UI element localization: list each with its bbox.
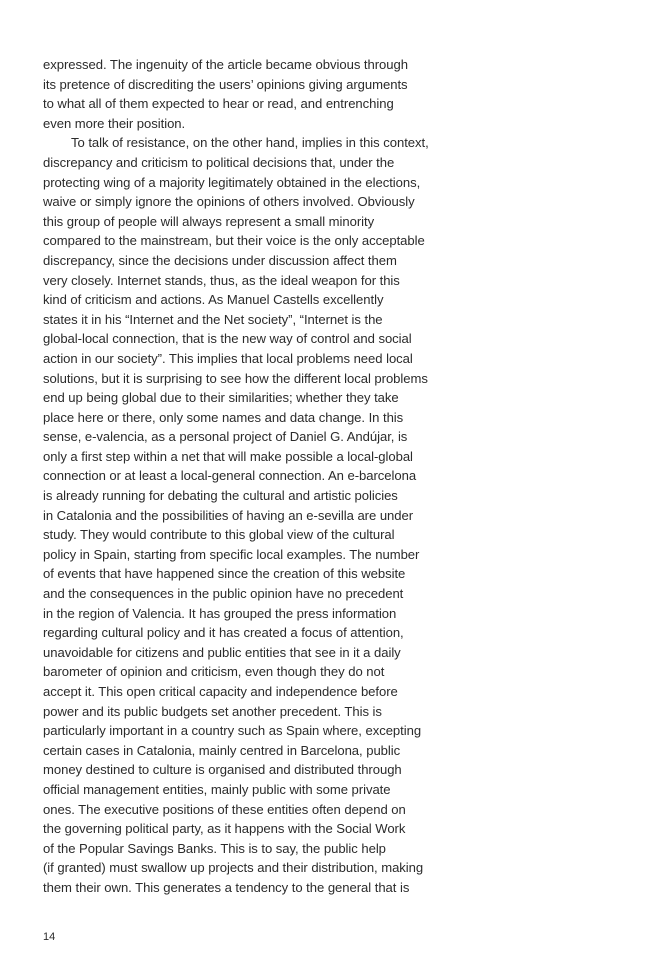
text-line: money destined to culture is organised and distributed through bbox=[43, 762, 402, 778]
text-line: solutions, but it is surprising to see how the different local problems bbox=[43, 370, 428, 386]
text-line: place here or there, only some names and data change. In this bbox=[43, 409, 404, 425]
text-line: waive or simply ignore the opinions of others involved. Obviously bbox=[43, 194, 415, 210]
text-line: end up being global due to their similarities; whether they take bbox=[43, 390, 399, 406]
text-line: global-local connection, that is the new way of control and social bbox=[43, 331, 412, 347]
text-line: connection or at least a local-general connection. An e-barcelona bbox=[43, 468, 417, 484]
text-line: of the Popular Savings Banks. This is to say, the public help bbox=[43, 840, 386, 856]
text-line: and the consequences in the public opinion have no precedent bbox=[43, 586, 404, 602]
text-line: ones. The executive positions of these entities often depend on bbox=[43, 801, 406, 817]
text-line: to what all of them expected to hear or read, and entrenching bbox=[43, 96, 394, 112]
text-line: barometer of opinion and criticism, even though they do not bbox=[43, 664, 385, 680]
text-line: compared to the mainstream, but their voice is the only acceptable bbox=[43, 233, 425, 249]
text-line: this group of people will always represent a small minority bbox=[43, 213, 375, 229]
text-line: expressed. The ingenuity of the article became obvious through bbox=[43, 57, 408, 72]
text-line: unavoidable for citizens and public entities that see in it a daily bbox=[43, 644, 401, 660]
page-number: 14 bbox=[43, 931, 56, 943]
text-line: very closely. Internet stands, thus, as the ideal weapon for this bbox=[43, 272, 400, 288]
text-line: accept it. This open critical capacity and independence before bbox=[43, 684, 398, 699]
paragraph bbox=[43, 133, 443, 897]
text-line: policy in Spain, starting from specific local examples. The number bbox=[43, 546, 420, 562]
text-line: certain cases in Catalonia, mainly centred in Barcelona, public bbox=[43, 742, 401, 758]
text-line: power and its public budgets set another precedent. This is bbox=[43, 703, 382, 719]
text-line: its pretence of discrediting the users’ opinions giving arguments bbox=[43, 76, 408, 92]
text-line: in Catalonia and the possibilities of having an e-sevilla are under bbox=[43, 507, 414, 523]
text-line: states it in his “Internet and the Net society”, “Internet is the bbox=[43, 311, 383, 327]
text-line: regarding cultural policy and it has created a focus of attention, bbox=[43, 625, 404, 641]
text-line: of events that have happened since the creation of this website bbox=[43, 566, 406, 582]
text-line: only a first step within a net that will make possible a local-global bbox=[43, 448, 413, 464]
text-line: (if granted) must swallow up projects and their distribution, making bbox=[43, 860, 424, 876]
paragraph bbox=[43, 55, 443, 133]
text-line: discrepancy, since the decisions under discussion affect them bbox=[43, 252, 397, 268]
text-line: them their own. This generates a tendency to the general that is bbox=[43, 879, 410, 895]
text-line: protecting wing of a majority legitimately obtained in the elections, bbox=[43, 174, 421, 190]
text-line: even more their position. bbox=[43, 115, 186, 131]
text-line: in the region of Valencia. It has grouped the press information bbox=[43, 605, 397, 621]
text-line: To talk of resistance, on the other hand, implies in this context, bbox=[71, 135, 429, 151]
text-line: is already running for debating the cultural and artistic policies bbox=[43, 488, 398, 504]
text-line: discrepancy and criticism to political decisions that, under the bbox=[43, 154, 395, 170]
body-text bbox=[43, 55, 443, 898]
text-line: sense, e-valencia, as a personal project of Daniel G. Andújar, is bbox=[43, 429, 408, 445]
text-line: action in our society”. This implies that local problems need local bbox=[43, 350, 413, 366]
text-line: the governing political party, as it happens with the Social Work bbox=[43, 821, 406, 837]
text-line: official management entities, mainly public with some private bbox=[43, 781, 391, 797]
text-line: kind of criticism and actions. As Manuel Castells excellently bbox=[43, 292, 384, 308]
text-line: particularly important in a country such as Spain where, excepting bbox=[43, 723, 422, 739]
text-line: study. They would contribute to this global view of the cultural bbox=[43, 527, 395, 543]
